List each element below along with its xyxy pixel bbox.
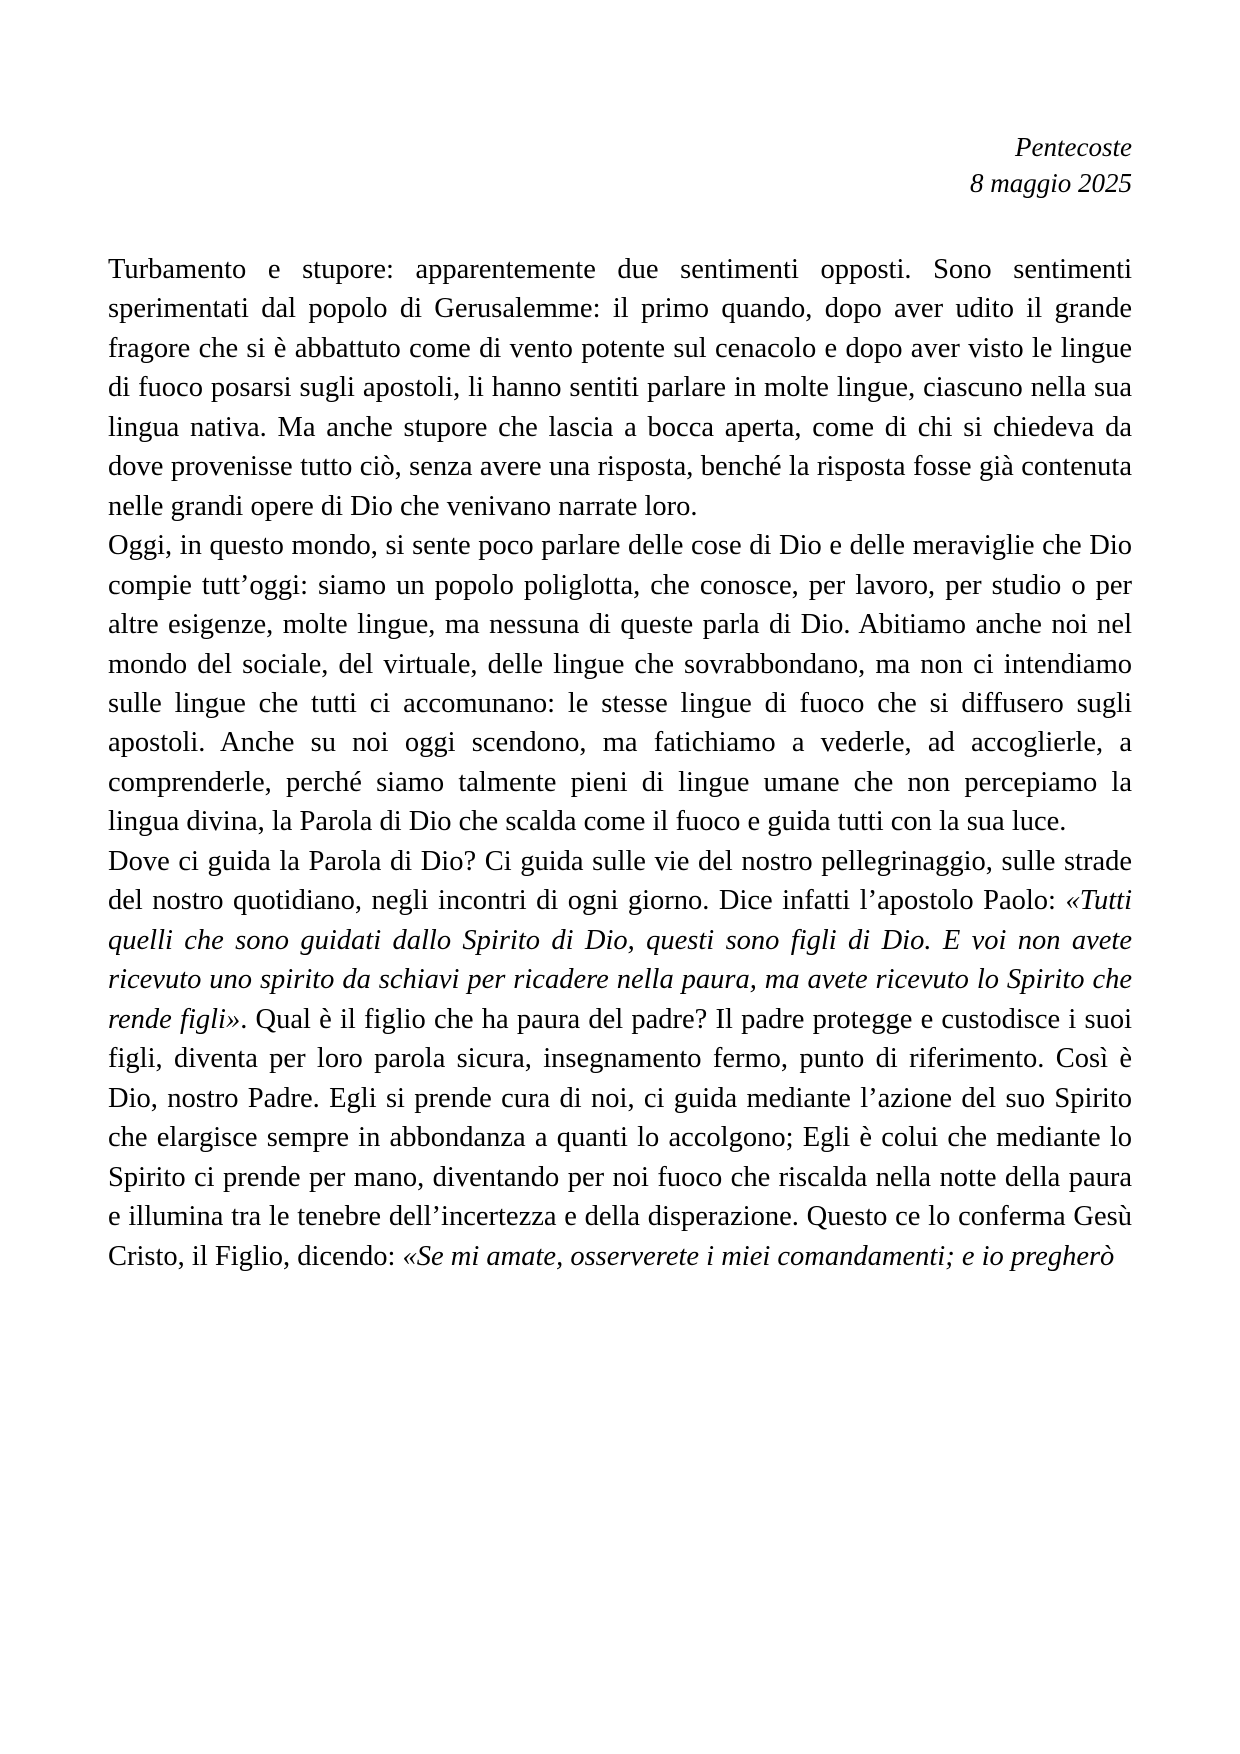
header-date: 8 maggio 2025 bbox=[970, 167, 1132, 198]
document-body bbox=[108, 250, 1132, 1276]
scripture-quote-jesus: «Se mi amate, osserverete i miei comandamenti; e io pregherò bbox=[402, 1240, 1115, 1272]
paragraph-3 bbox=[108, 842, 1132, 1276]
scripture-quote-paul: «Tutti quelli che sono guidati dallo Spirito di Dio, questi sono figli di Dio. E voi non avete ricevuto uno spirito da schiavi per ricadere nella paura, ma avete ricevuto lo Spirito che rende figli» bbox=[108, 885, 1132, 1035]
header-title: Pentecoste bbox=[1015, 132, 1132, 162]
paragraph-3-segment-1: Dove ci guida la Parola di Dio? Ci guida sulle vie del nostro pellegrinaggio, sulle strade del nostro quotidiano, negli incontri di ogni giorno. Dice infatti l’apostolo Paolo: bbox=[108, 845, 1132, 917]
paragraph-2: Oggi, in questo mondo, si sente poco parlare delle cose di Dio e delle meraviglie che Dio compie tutt’oggi: siamo un popolo poliglotta, che conosce, per lavoro, per studio o per altre esigenze, molte lingue, ma nessuna di queste parla di Dio. Abitiamo anche noi nel mondo del sociale, del virtuale, delle lingue che sovrabbondano, ma non ci intendiamo sulle lingue che tutti ci accomunano: le stesse lingue di fuoco che si diffusero sugli apostoli. Anche su noi oggi scendono, ma fatichiamo a vederle, ad accoglierle, a comprenderle, perché siamo talmente pieni di lingue umane che non percepiamo la lingua divina, la Parola di Dio che scalda come il fuoco e guida tutti con la sua luce. bbox=[108, 530, 1132, 838]
document-header bbox=[108, 130, 1132, 202]
paragraph-1: Turbamento e stupore: apparentemente due sentimenti opposti. Sono sentimenti sperimentati dal popolo di Gerusalemme: il primo quando, dopo aver udito il grande fragore che si è abbattuto come di vento potente sul cenacolo e dopo aver visto le lingue di fuoco posarsi sugli apostoli, li hanno sentiti parlare in molte lingue, ciascuno nella sua lingua nativa. Ma anche stupore che lascia a bocca aperta, come di chi si chiedeva da dove provenisse tutto ciò, senza avere una risposta, benché la risposta fosse già contenuta nelle grandi opere di Dio che venivano narrate loro. bbox=[108, 253, 1132, 522]
paragraph-3-segment-2: . Qual è il figlio che ha paura del padre? Il padre protegge e custodisce i suoi figli, diventa per loro parola sicura, insegnamento fermo, punto di riferimento. Così è Dio, nostro Padre. Egli si prende cura di noi, ci guida mediante l’azione del suo Spirito che elargisce sempre in abbondanza a quanti lo accolgono; Egli è colui che mediante lo Spirito ci prende per mano, diventando per noi fuoco che riscalda nella notte della paura e illumina tra le tenebre dell’incertezza e della disperazione. Questo ce lo conferma Gesù Cristo, il Figlio, dicendo: bbox=[108, 1003, 1132, 1272]
